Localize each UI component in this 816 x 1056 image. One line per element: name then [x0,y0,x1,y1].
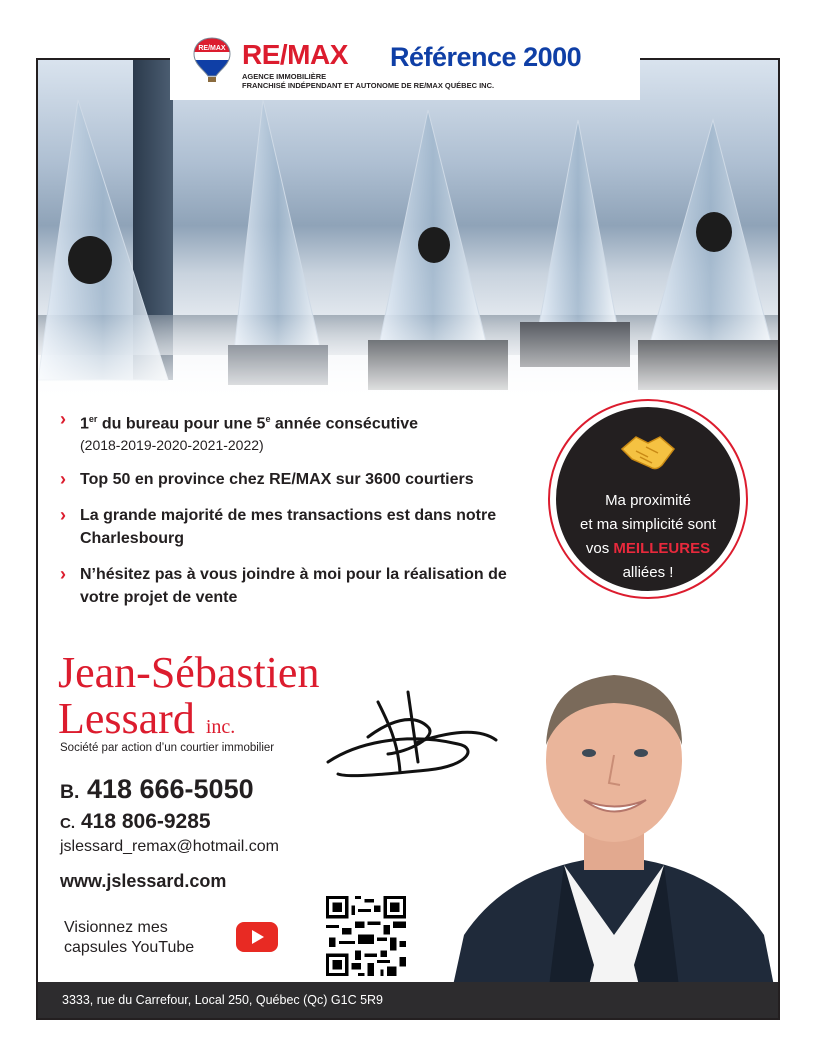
agency-line-2: FRANCHISÉ INDÉPENDANT ET AUTONOME DE RE/MAX QUÉBEC INC. [242,80,495,90]
website-link[interactable]: www.jslessard.com [60,871,227,891]
chevron-right-icon: › [60,409,66,429]
youtube-play-icon[interactable] [236,922,278,952]
office-phone[interactable]: B. 418 666-5050 [60,774,254,804]
youtube-prompt: Visionnez mes capsules YouTube [64,919,195,956]
agency-disclaimer [242,73,494,90]
brand-office-name: Référence 2000 [390,42,582,72]
list-item: › La grande majorité de mes transactions est dans notre Charlesbourg [60,505,497,548]
agent-portrait [444,635,780,1020]
chevron-right-icon: › [60,469,66,490]
chevron-right-icon: › [60,505,66,526]
list-item: › 1er du bureau pour une 5e année consécutive (2018-2019-2020-2021-2022) [60,408,550,455]
highlight-word: MEILLEURES [613,540,711,557]
list-item: › Top 50 en province chez RE/MAX sur 3600 courtiers [60,469,474,490]
email-link[interactable]: jslessard_remax@hotmail.com [60,838,279,855]
remax-logo-header [170,30,640,100]
list-item: › N’hésitez pas à vous joindre à moi pour la réalisation de votre projet de vente [60,564,507,607]
cell-phone[interactable]: C. 418 806-9285 [60,810,211,833]
balloon-label: RE/MAX [198,45,226,52]
flyer-frame [36,58,780,1020]
achievements-list [60,408,550,622]
hot-air-balloon-icon [192,36,232,84]
chevron-right-icon: › [60,564,66,585]
brand-name: RE/MAX [242,39,348,70]
qr-code[interactable] [326,896,406,976]
trophies-photo [38,60,778,405]
handshake-icon [618,427,678,475]
agent-name: Jean-Sébastien Lessard inc. [58,648,320,743]
address-footer: 3333, rue du Carrefour, Local 250, Québec (Qc) G1C 5R9 [38,982,778,1018]
years-list: (2018-2019-2020-2021-2022) [80,437,264,454]
agency-line-1: AGENCE IMMOBILIÈRE [242,72,327,81]
agent-tagline: Société par action d’un courtier immobilier [60,742,275,754]
slogan-text: Ma proximité et ma simplicité sont vos MEILLEURES alliées ! [580,492,716,581]
slogan-badge [556,407,740,591]
